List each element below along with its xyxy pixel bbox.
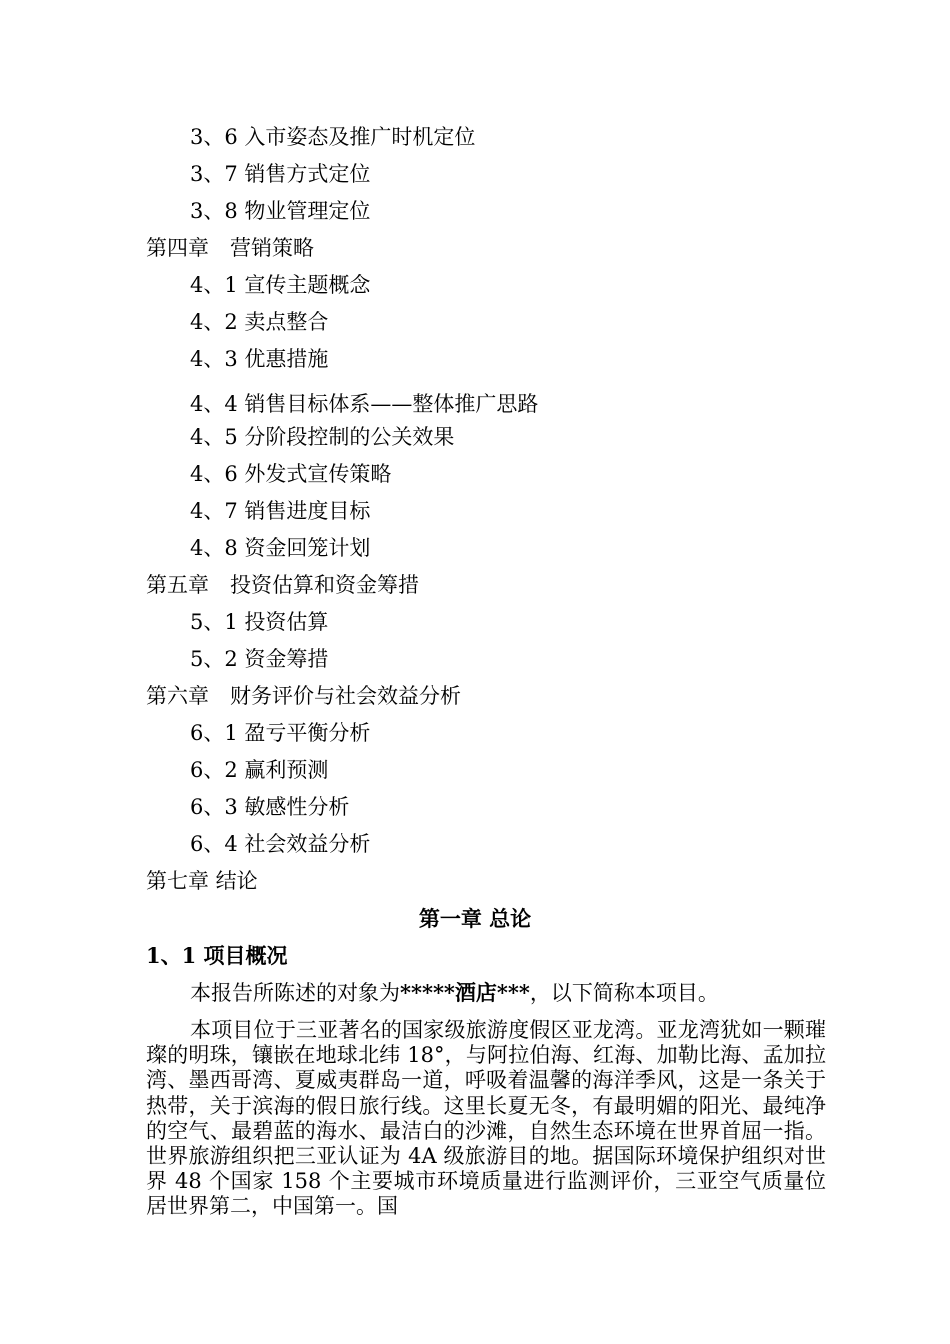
intro-prefix: 本报告所陈述的对象为 xyxy=(190,981,400,1005)
intro-paragraph xyxy=(146,979,826,1007)
toc-item: 6、4 社会效益分析 xyxy=(190,832,371,856)
toc-chapter: 第五章 投资估算和资金筹措 xyxy=(146,573,419,597)
intro-suffix: ，以下简称本项目。 xyxy=(529,981,719,1005)
project-name: *****酒店*** xyxy=(400,980,530,1005)
toc-item: 6、3 敏感性分析 xyxy=(190,795,350,819)
toc-item: 4、4 销售目标体系——整体推广思路 xyxy=(190,392,539,416)
body-paragraph: 本项目位于三亚著名的国家级旅游度假区亚龙湾。亚龙湾犹如一颗璀璨的明珠，镶嵌在地球北纬 18°，与阿拉伯海、红海、加勒比海、孟加拉湾、墨西哥湾、夏威夷群岛一道，呼吸着温馨的海洋季风，这是一条关于热带，关于滨海的假日旅行线。这里长夏无冬，有最明媚的阳光、最纯净的空气、最碧蓝的海水、最洁白的沙滩，自然生态环境在世界首屈一指。世界旅游组织把三亚认证为 4A 级旅游目的地。据国际环境保护组织对世界 48 个国家 158 个主要城市环境质量进行监测评价，三亚空气质量位居世界第二，中国第一。国 xyxy=(146,1018,826,1219)
section-title: 1、1 项目概况 xyxy=(146,943,288,968)
toc-chapter: 第四章 营销策略 xyxy=(146,236,314,260)
toc-chapter: 第七章 结论 xyxy=(146,869,258,893)
toc-item: 6、1 盈亏平衡分析 xyxy=(190,721,371,745)
toc-item: 4、2 卖点整合 xyxy=(190,310,329,334)
toc-item: 4、1 宣传主题概念 xyxy=(190,273,371,297)
chapter-title: 第一章 总论 xyxy=(418,906,532,931)
toc-item: 5、2 资金筹措 xyxy=(190,647,329,671)
toc-item: 5、1 投资估算 xyxy=(190,610,329,634)
toc-item: 4、5 分阶段控制的公关效果 xyxy=(190,425,455,449)
toc-item: 3、8 物业管理定位 xyxy=(190,199,371,223)
toc-item: 6、2 赢利预测 xyxy=(190,758,329,782)
toc-item: 4、6 外发式宣传策略 xyxy=(190,462,392,486)
toc-item: 4、7 销售进度目标 xyxy=(190,499,371,523)
toc-item: 3、7 销售方式定位 xyxy=(190,162,371,186)
toc-item: 4、8 资金回笼计划 xyxy=(190,536,371,560)
toc-chapter: 第六章 财务评价与社会效益分析 xyxy=(146,684,461,708)
toc-item: 3、6 入市姿态及推广时机定位 xyxy=(190,125,476,149)
toc-item: 4、3 优惠措施 xyxy=(190,347,329,371)
